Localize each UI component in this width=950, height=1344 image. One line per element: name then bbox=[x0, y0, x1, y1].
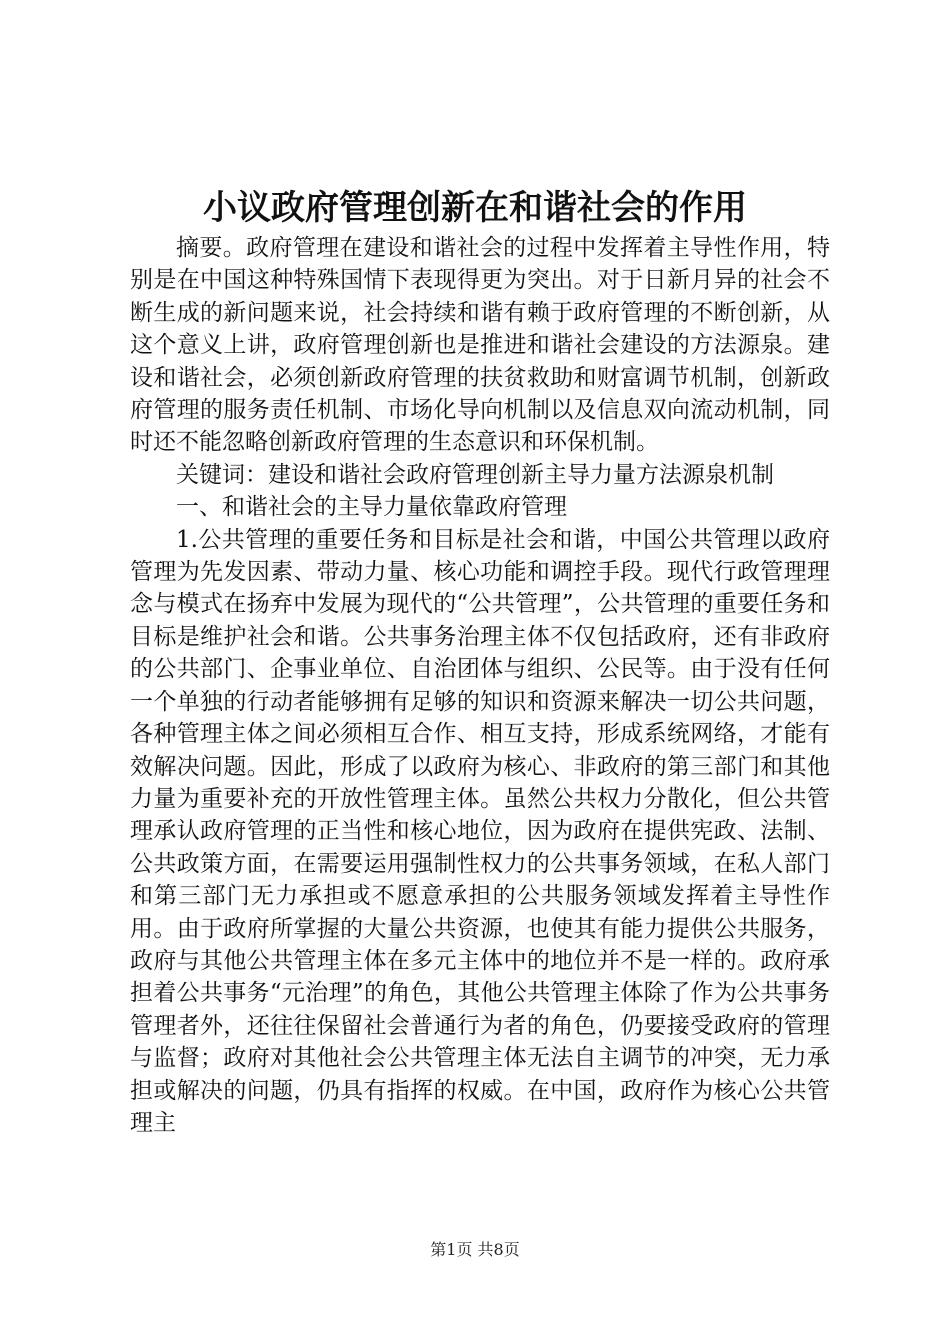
document-body bbox=[130, 232, 830, 1139]
body-paragraph: 1.公共管理的重要任务和目标是社会和谐，中国公共管理以政府管理为先发因素、带动力量、核心功能和调控手段。现代行政管理理念与模式在扬弃中发展为现代的“公共管理”，公共管理的重要任务和目标是维护社会和谐。公共事务治理主体不仅包括政府，还有非政府的公共部门、企事业单位、自治团体与组织、公民等。由于没有任何一个单独的行动者能够拥有足够的知识和资源来解决一切公共问题，各种管理主体之间必须相互合作、相互支持，形成系统网络，才能有效解决问题。因此，形成了以政府为核心、非政府的第三部门和其他力量为重要补充的开放性管理主体。虽然公共权力分散化，但公共管理承认政府管理的正当性和核心地位，因为政府在提供宪政、法制、公共政策方面，在需要运用强制性权力的公共事务领域，在私人部门和第三部门无力承担或不愿意承担的公共服务领域发挥着主导性作用。由于政府所掌握的大量公共资源，也使其有能力提供公共服务，政府与其他公共管理主体在多元主体中的地位并不是一样的。政府承担着公共事务“元治理”的角色，其他公共管理主体除了作为公共事务管理者外，还往往保留社会普通行为者的角色，仍要接受政府的管理与监督；政府对其他社会公共管理主体无法自主调节的冲突，无力承担或解决的问题，仍具有指挥的权威。在中国，政府作为核心公共管理主 bbox=[130, 526, 830, 1136]
document-title: 小议政府管理创新在和谐社会的作用 bbox=[203, 188, 747, 228]
page-footer: 第1页 共8页 bbox=[430, 1240, 520, 1259]
section-heading: 一、和谐社会的主导力量依靠政府管理 bbox=[176, 494, 567, 521]
keywords-paragraph: 关键词：建设和谐社会政府管理创新主导力量方法源泉机制 bbox=[176, 461, 774, 488]
abstract-paragraph: 摘要。政府管理在建设和谐社会的过程中发挥着主导性作用，特别是在中国这种特殊国情下表现得更为突出。对于日新月异的社会不断生成的新问题来说，社会持续和谐有赖于政府管理的不断创新，从这个意义上讲，政府管理创新也是推进和谐社会建设的方法源泉。建设和谐社会，必须创新政府管理的扶贫救助和财富调节机制，创新政府管理的服务责任机制、市场化导向机制以及信息双向流动机制，同时还不能忽略创新政府管理的生态意识和环保机制。 bbox=[130, 235, 830, 456]
